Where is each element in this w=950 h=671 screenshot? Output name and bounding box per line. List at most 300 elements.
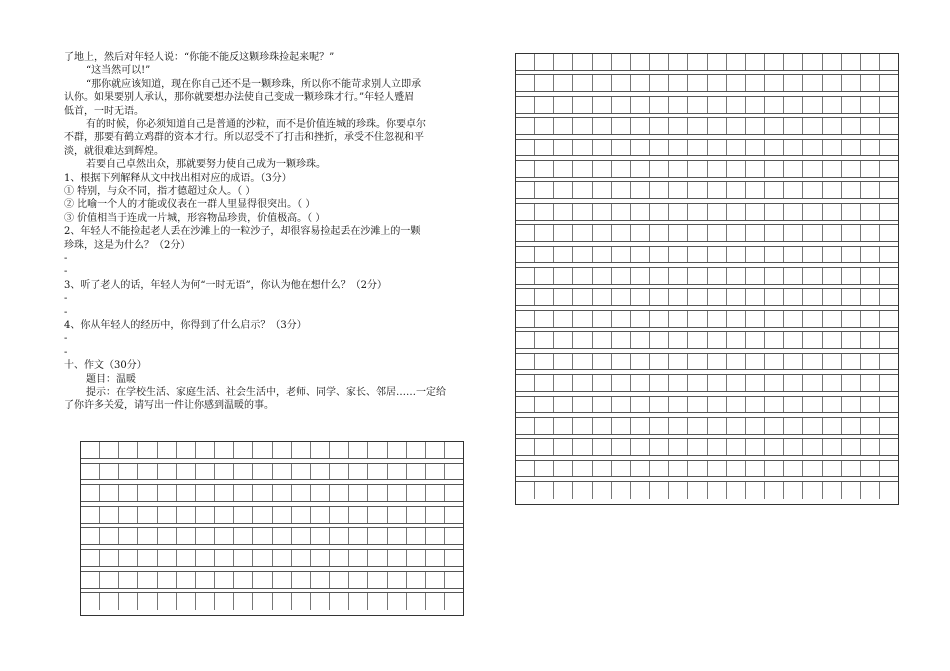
grid-cell[interactable] <box>535 397 554 413</box>
grid-cell[interactable] <box>388 593 407 610</box>
grid-cell[interactable] <box>554 461 573 477</box>
grid-cell[interactable] <box>823 118 842 134</box>
grid-cell[interactable] <box>573 268 592 284</box>
grid-cell[interactable] <box>593 182 612 198</box>
grid-cell[interactable] <box>554 118 573 134</box>
grid-cell[interactable] <box>631 289 650 305</box>
grid-cell[interactable] <box>650 268 669 284</box>
grid-cell[interactable] <box>803 204 822 220</box>
grid-cell[interactable] <box>573 461 592 477</box>
grid-cell[interactable] <box>765 268 784 284</box>
grid-cell[interactable] <box>669 75 688 91</box>
grid-cell[interactable] <box>784 118 803 134</box>
grid-cell[interactable] <box>803 97 822 113</box>
grid-cell[interactable] <box>765 161 784 177</box>
grid-cell[interactable] <box>273 593 292 610</box>
grid-cell[interactable] <box>234 550 253 566</box>
grid-cell[interactable] <box>880 97 898 113</box>
grid-cell[interactable] <box>516 182 535 198</box>
grid-cell[interactable] <box>861 118 880 134</box>
grid-cell[interactable] <box>842 182 861 198</box>
grid-cell[interactable] <box>746 247 765 263</box>
grid-cell[interactable] <box>554 375 573 391</box>
grid-cell[interactable] <box>81 464 100 480</box>
grid-cell[interactable] <box>765 75 784 91</box>
grid-cell[interactable] <box>727 461 746 477</box>
grid-cell[interactable] <box>554 54 573 70</box>
grid-cell[interactable] <box>727 140 746 156</box>
grid-cell[interactable] <box>669 118 688 134</box>
grid-cell[interactable] <box>215 550 234 566</box>
grid-cell[interactable] <box>631 75 650 91</box>
grid-cell[interactable] <box>650 418 669 434</box>
grid-cell[interactable] <box>784 439 803 455</box>
grid-cell[interactable] <box>880 54 898 70</box>
grid-cell[interactable] <box>234 593 253 610</box>
grid-cell[interactable] <box>631 354 650 370</box>
grid-cell[interactable] <box>554 354 573 370</box>
grid-cell[interactable] <box>330 593 349 610</box>
grid-cell[interactable] <box>535 375 554 391</box>
grid-cell[interactable] <box>177 572 196 588</box>
grid-cell[interactable] <box>612 332 631 348</box>
grid-cell[interactable] <box>803 75 822 91</box>
grid-cell[interactable] <box>388 485 407 501</box>
grid-cell[interactable] <box>81 593 100 610</box>
grid-cell[interactable] <box>407 550 426 566</box>
grid-cell[interactable] <box>688 225 707 241</box>
grid-cell[interactable] <box>746 161 765 177</box>
grid-cell[interactable] <box>803 354 822 370</box>
grid-cell[interactable] <box>100 572 119 588</box>
grid-cell[interactable] <box>215 507 234 523</box>
grid-cell[interactable] <box>842 289 861 305</box>
grid-cell[interactable] <box>535 247 554 263</box>
grid-cell[interactable] <box>100 464 119 480</box>
grid-cell[interactable] <box>650 375 669 391</box>
grid-cell[interactable] <box>234 507 253 523</box>
grid-cell[interactable] <box>292 528 311 544</box>
grid-cell[interactable] <box>407 442 426 458</box>
grid-cell[interactable] <box>669 375 688 391</box>
grid-cell[interactable] <box>823 439 842 455</box>
grid-cell[interactable] <box>535 482 554 499</box>
grid-cell[interactable] <box>100 485 119 501</box>
grid-cell[interactable] <box>708 97 727 113</box>
grid-cell[interactable] <box>158 507 177 523</box>
grid-cell[interactable] <box>612 311 631 327</box>
grid-cell[interactable] <box>612 204 631 220</box>
grid-cell[interactable] <box>593 75 612 91</box>
grid-cell[interactable] <box>368 507 387 523</box>
grid-cell[interactable] <box>765 140 784 156</box>
grid-cell[interactable] <box>746 332 765 348</box>
grid-cell[interactable] <box>842 397 861 413</box>
grid-cell[interactable] <box>727 311 746 327</box>
grid-cell[interactable] <box>535 311 554 327</box>
grid-cell[interactable] <box>708 140 727 156</box>
grid-cell[interactable] <box>119 528 138 544</box>
grid-cell[interactable] <box>138 464 157 480</box>
grid-cell[interactable] <box>631 118 650 134</box>
grid-cell[interactable] <box>311 485 330 501</box>
grid-cell[interactable] <box>880 161 898 177</box>
grid-cell[interactable] <box>727 75 746 91</box>
grid-cell[interactable] <box>688 289 707 305</box>
grid-cell[interactable] <box>631 482 650 499</box>
grid-cell[interactable] <box>368 550 387 566</box>
grid-cell[interactable] <box>669 461 688 477</box>
grid-cell[interactable] <box>368 464 387 480</box>
grid-cell[interactable] <box>784 97 803 113</box>
grid-cell[interactable] <box>516 268 535 284</box>
grid-cell[interactable] <box>330 507 349 523</box>
grid-cell[interactable] <box>746 418 765 434</box>
grid-cell[interactable] <box>612 268 631 284</box>
grid-cell[interactable] <box>593 118 612 134</box>
grid-cell[interactable] <box>554 311 573 327</box>
grid-cell[interactable] <box>196 550 215 566</box>
grid-cell[interactable] <box>727 397 746 413</box>
grid-cell[interactable] <box>631 418 650 434</box>
grid-cell[interactable] <box>516 97 535 113</box>
grid-cell[interactable] <box>650 140 669 156</box>
grid-cell[interactable] <box>158 572 177 588</box>
grid-cell[interactable] <box>650 289 669 305</box>
grid-cell[interactable] <box>803 289 822 305</box>
grid-cell[interactable] <box>388 442 407 458</box>
grid-cell[interactable] <box>119 572 138 588</box>
grid-cell[interactable] <box>765 182 784 198</box>
grid-cell[interactable] <box>349 507 368 523</box>
grid-cell[interactable] <box>554 182 573 198</box>
grid-cell[interactable] <box>554 268 573 284</box>
grid-cell[interactable] <box>842 354 861 370</box>
grid-cell[interactable] <box>234 485 253 501</box>
grid-cell[interactable] <box>880 118 898 134</box>
grid-cell[interactable] <box>196 485 215 501</box>
grid-cell[interactable] <box>688 75 707 91</box>
grid-cell[interactable] <box>388 464 407 480</box>
grid-cell[interactable] <box>803 418 822 434</box>
grid-cell[interactable] <box>669 225 688 241</box>
grid-cell[interactable] <box>593 439 612 455</box>
grid-cell[interactable] <box>535 161 554 177</box>
grid-cell[interactable] <box>119 485 138 501</box>
grid-cell[interactable] <box>708 461 727 477</box>
grid-cell[interactable] <box>273 442 292 458</box>
grid-cell[interactable] <box>823 332 842 348</box>
grid-cell[interactable] <box>554 75 573 91</box>
grid-cell[interactable] <box>746 75 765 91</box>
grid-cell[interactable] <box>535 332 554 348</box>
grid-cell[interactable] <box>880 182 898 198</box>
grid-cell[interactable] <box>349 550 368 566</box>
grid-cell[interactable] <box>746 397 765 413</box>
grid-cell[interactable] <box>158 485 177 501</box>
grid-cell[interactable] <box>119 593 138 610</box>
grid-cell[interactable] <box>593 268 612 284</box>
grid-cell[interactable] <box>823 97 842 113</box>
grid-cell[interactable] <box>727 161 746 177</box>
grid-cell[interactable] <box>573 397 592 413</box>
grid-cell[interactable] <box>81 442 100 458</box>
grid-cell[interactable] <box>669 439 688 455</box>
grid-cell[interactable] <box>861 140 880 156</box>
grid-cell[interactable] <box>81 572 100 588</box>
grid-cell[interactable] <box>215 572 234 588</box>
grid-cell[interactable] <box>516 397 535 413</box>
grid-cell[interactable] <box>215 464 234 480</box>
grid-cell[interactable] <box>688 439 707 455</box>
grid-cell[interactable] <box>292 593 311 610</box>
grid-cell[interactable] <box>880 75 898 91</box>
grid-cell[interactable] <box>823 225 842 241</box>
grid-cell[interactable] <box>765 311 784 327</box>
grid-cell[interactable] <box>196 572 215 588</box>
grid-cell[interactable] <box>196 442 215 458</box>
grid-cell[interactable] <box>535 225 554 241</box>
grid-cell[interactable] <box>861 311 880 327</box>
grid-cell[interactable] <box>311 572 330 588</box>
grid-cell[interactable] <box>842 247 861 263</box>
grid-cell[interactable] <box>880 247 898 263</box>
grid-cell[interactable] <box>445 550 463 566</box>
grid-cell[interactable] <box>138 485 157 501</box>
grid-cell[interactable] <box>612 140 631 156</box>
grid-cell[interactable] <box>388 550 407 566</box>
grid-cell[interactable] <box>368 485 387 501</box>
grid-cell[interactable] <box>253 593 272 610</box>
grid-cell[interactable] <box>823 204 842 220</box>
grid-cell[interactable] <box>612 418 631 434</box>
grid-cell[interactable] <box>669 332 688 348</box>
grid-cell[interactable] <box>516 289 535 305</box>
grid-cell[interactable] <box>612 289 631 305</box>
grid-cell[interactable] <box>823 161 842 177</box>
grid-cell[interactable] <box>554 482 573 499</box>
grid-cell[interactable] <box>861 247 880 263</box>
grid-cell[interactable] <box>631 204 650 220</box>
grid-cell[interactable] <box>803 225 822 241</box>
grid-cell[interactable] <box>746 311 765 327</box>
grid-cell[interactable] <box>823 54 842 70</box>
grid-cell[interactable] <box>669 268 688 284</box>
grid-cell[interactable] <box>196 507 215 523</box>
grid-cell[interactable] <box>727 247 746 263</box>
grid-cell[interactable] <box>573 375 592 391</box>
grid-cell[interactable] <box>554 332 573 348</box>
grid-cell[interactable] <box>177 507 196 523</box>
grid-cell[interactable] <box>554 439 573 455</box>
grid-cell[interactable] <box>292 507 311 523</box>
grid-cell[interactable] <box>215 593 234 610</box>
grid-cell[interactable] <box>573 161 592 177</box>
grid-cell[interactable] <box>407 464 426 480</box>
grid-cell[interactable] <box>516 247 535 263</box>
grid-cell[interactable] <box>746 482 765 499</box>
grid-cell[interactable] <box>368 593 387 610</box>
grid-cell[interactable] <box>426 442 445 458</box>
grid-cell[interactable] <box>746 204 765 220</box>
grid-cell[interactable] <box>273 507 292 523</box>
grid-cell[interactable] <box>273 464 292 480</box>
grid-cell[interactable] <box>407 593 426 610</box>
grid-cell[interactable] <box>234 528 253 544</box>
grid-cell[interactable] <box>273 572 292 588</box>
grid-cell[interactable] <box>81 550 100 566</box>
grid-cell[interactable] <box>426 528 445 544</box>
composition-grid-left[interactable] <box>80 441 464 616</box>
grid-cell[interactable] <box>727 97 746 113</box>
grid-cell[interactable] <box>516 75 535 91</box>
grid-cell[interactable] <box>593 332 612 348</box>
grid-cell[interactable] <box>765 332 784 348</box>
grid-cell[interactable] <box>535 354 554 370</box>
grid-cell[interactable] <box>631 439 650 455</box>
grid-cell[interactable] <box>803 140 822 156</box>
grid-cell[interactable] <box>612 439 631 455</box>
grid-cell[interactable] <box>196 528 215 544</box>
grid-cell[interactable] <box>330 528 349 544</box>
grid-cell[interactable] <box>138 593 157 610</box>
grid-cell[interactable] <box>823 268 842 284</box>
grid-cell[interactable] <box>426 464 445 480</box>
grid-cell[interactable] <box>861 268 880 284</box>
grid-cell[interactable] <box>842 54 861 70</box>
grid-cell[interactable] <box>688 247 707 263</box>
grid-cell[interactable] <box>861 289 880 305</box>
grid-cell[interactable] <box>138 507 157 523</box>
grid-cell[interactable] <box>535 268 554 284</box>
grid-cell[interactable] <box>100 507 119 523</box>
grid-cell[interactable] <box>708 204 727 220</box>
grid-cell[interactable] <box>880 289 898 305</box>
grid-cell[interactable] <box>784 268 803 284</box>
grid-cell[interactable] <box>803 439 822 455</box>
grid-cell[interactable] <box>784 397 803 413</box>
grid-cell[interactable] <box>215 485 234 501</box>
grid-cell[interactable] <box>880 397 898 413</box>
grid-cell[interactable] <box>803 118 822 134</box>
grid-cell[interactable] <box>746 182 765 198</box>
grid-cell[interactable] <box>407 528 426 544</box>
grid-cell[interactable] <box>669 204 688 220</box>
grid-cell[interactable] <box>273 528 292 544</box>
grid-cell[interactable] <box>842 204 861 220</box>
grid-cell[interactable] <box>650 54 669 70</box>
grid-cell[interactable] <box>861 375 880 391</box>
grid-cell[interactable] <box>823 247 842 263</box>
grid-cell[interactable] <box>688 161 707 177</box>
grid-cell[interactable] <box>349 464 368 480</box>
grid-cell[interactable] <box>516 161 535 177</box>
grid-cell[interactable] <box>784 247 803 263</box>
grid-cell[interactable] <box>253 464 272 480</box>
grid-cell[interactable] <box>650 182 669 198</box>
grid-cell[interactable] <box>292 572 311 588</box>
grid-cell[interactable] <box>842 161 861 177</box>
grid-cell[interactable] <box>593 140 612 156</box>
grid-cell[interactable] <box>234 572 253 588</box>
grid-cell[interactable] <box>708 375 727 391</box>
grid-cell[interactable] <box>784 461 803 477</box>
grid-cell[interactable] <box>631 375 650 391</box>
grid-cell[interactable] <box>119 464 138 480</box>
grid-cell[interactable] <box>554 247 573 263</box>
grid-cell[interactable] <box>803 332 822 348</box>
grid-cell[interactable] <box>765 225 784 241</box>
grid-cell[interactable] <box>880 375 898 391</box>
grid-cell[interactable] <box>727 418 746 434</box>
grid-cell[interactable] <box>650 97 669 113</box>
grid-cell[interactable] <box>688 461 707 477</box>
grid-cell[interactable] <box>842 418 861 434</box>
grid-cell[interactable] <box>765 289 784 305</box>
grid-cell[interactable] <box>253 572 272 588</box>
grid-cell[interactable] <box>650 161 669 177</box>
grid-cell[interactable] <box>708 75 727 91</box>
grid-cell[interactable] <box>177 485 196 501</box>
grid-cell[interactable] <box>593 461 612 477</box>
grid-cell[interactable] <box>81 507 100 523</box>
grid-cell[interactable] <box>880 204 898 220</box>
grid-cell[interactable] <box>669 289 688 305</box>
grid-cell[interactable] <box>349 572 368 588</box>
grid-cell[interactable] <box>119 442 138 458</box>
grid-cell[interactable] <box>445 485 463 501</box>
grid-cell[interactable] <box>516 439 535 455</box>
grid-cell[interactable] <box>880 354 898 370</box>
grid-cell[interactable] <box>746 225 765 241</box>
grid-cell[interactable] <box>253 507 272 523</box>
grid-cell[interactable] <box>177 550 196 566</box>
grid-cell[interactable] <box>784 354 803 370</box>
grid-cell[interactable] <box>516 311 535 327</box>
grid-cell[interactable] <box>593 482 612 499</box>
grid-cell[interactable] <box>765 354 784 370</box>
grid-cell[interactable] <box>727 332 746 348</box>
grid-cell[interactable] <box>880 225 898 241</box>
grid-cell[interactable] <box>593 161 612 177</box>
grid-cell[interactable] <box>612 161 631 177</box>
grid-cell[interactable] <box>861 461 880 477</box>
grid-cell[interactable] <box>650 461 669 477</box>
grid-cell[interactable] <box>535 204 554 220</box>
grid-cell[interactable] <box>803 54 822 70</box>
grid-cell[interactable] <box>612 482 631 499</box>
grid-cell[interactable] <box>861 182 880 198</box>
grid-cell[interactable] <box>631 225 650 241</box>
grid-cell[interactable] <box>784 418 803 434</box>
grid-cell[interactable] <box>784 161 803 177</box>
grid-cell[interactable] <box>535 54 554 70</box>
grid-cell[interactable] <box>612 225 631 241</box>
grid-cell[interactable] <box>631 397 650 413</box>
grid-cell[interactable] <box>650 225 669 241</box>
grid-cell[interactable] <box>593 54 612 70</box>
grid-cell[interactable] <box>842 439 861 455</box>
grid-cell[interactable] <box>746 461 765 477</box>
grid-cell[interactable] <box>631 247 650 263</box>
grid-cell[interactable] <box>311 593 330 610</box>
grid-cell[interactable] <box>554 289 573 305</box>
grid-cell[interactable] <box>669 54 688 70</box>
grid-cell[interactable] <box>631 268 650 284</box>
grid-cell[interactable] <box>100 550 119 566</box>
grid-cell[interactable] <box>612 354 631 370</box>
grid-cell[interactable] <box>765 439 784 455</box>
